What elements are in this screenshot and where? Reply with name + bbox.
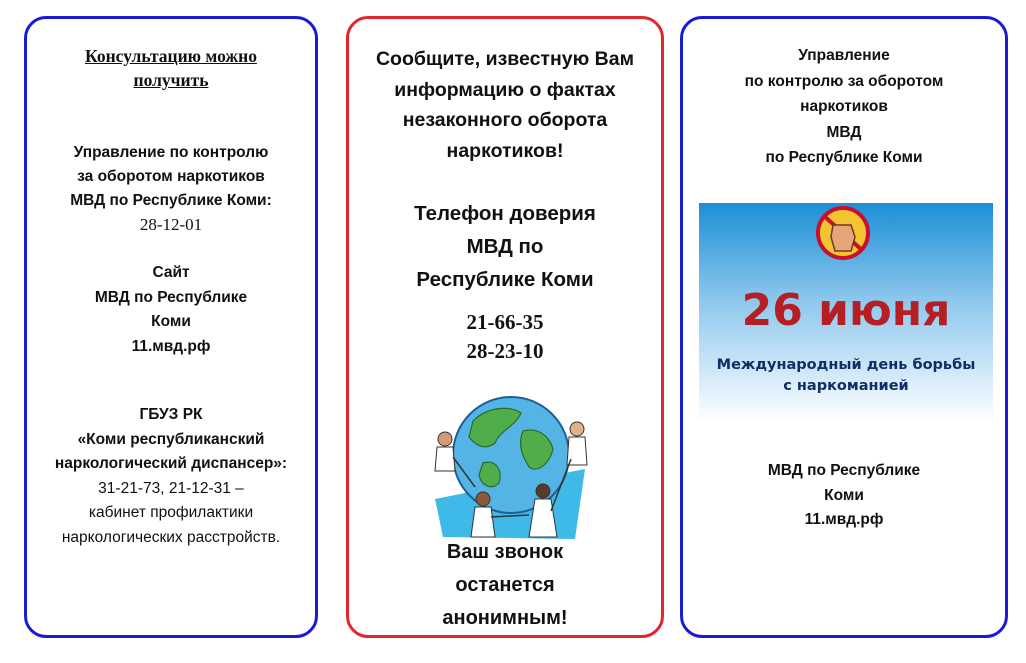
department-header: [683, 43, 1005, 171]
dispensary-block: [27, 403, 315, 550]
message-line: незаконного оборота: [402, 109, 608, 131]
anonymous-call-notice: [349, 536, 661, 635]
website-line: Сайт: [152, 264, 190, 281]
globe-children-illustration: [425, 387, 597, 547]
footer-contact: [683, 459, 1005, 533]
website-line: Коми: [151, 313, 191, 330]
message-line: Сообщите, известную Вам: [375, 48, 635, 70]
website-url: 11.мвд.рф: [131, 337, 211, 355]
banner-caption-line: Международный день борьбы: [716, 357, 976, 373]
hotline-line: Телефон доверия: [414, 202, 596, 225]
message-line: информацию о фактах: [394, 78, 616, 101]
contact-line: за оборотом наркотиков: [77, 168, 265, 185]
heading-line: Консультацию можно: [85, 46, 257, 66]
banner-caption-line: с наркоманией: [783, 378, 909, 394]
message-line: наркотиков!: [446, 139, 564, 162]
report-message: [349, 44, 661, 166]
dispensary-line: наркологических расстройств.: [61, 528, 281, 546]
website-line: МВД по Республике: [94, 288, 248, 306]
dispensary-line: наркологический диспансер»:: [54, 455, 288, 472]
dispensary-line: «Коми республиканский: [77, 430, 265, 448]
hotline-line: МВД по: [466, 235, 544, 258]
drug-control-contact: [27, 141, 315, 237]
contact-phone: 28-12-01: [139, 215, 203, 234]
header-line: Управление: [798, 47, 890, 64]
anti-drug-day-banner: [699, 203, 993, 423]
right-panel: [680, 16, 1008, 638]
hotline-title: [349, 197, 661, 296]
hotline-number: 21-66-35: [466, 310, 544, 334]
dispensary-line: кабинет профилактики: [88, 504, 254, 521]
footer-url: 11.мвд.рф: [804, 511, 884, 528]
header-line: МВД: [826, 123, 862, 141]
hotline-line: Республике Коми: [416, 268, 594, 291]
heading-line: получить: [133, 70, 209, 90]
header-line: наркотиков: [800, 98, 888, 115]
banner-date: 26 июня: [741, 285, 951, 336]
left-panel: [24, 16, 318, 638]
contact-line: Управление по контролю: [73, 144, 269, 161]
footer-line: Коми: [824, 486, 864, 504]
footer-line: МВД по Республике: [767, 462, 921, 479]
header-line: по контролю за оборотом: [744, 72, 944, 90]
anon-line: Ваш звонок: [446, 541, 564, 563]
consultation-heading: [27, 44, 315, 92]
dispensary-line: ГБУЗ РК: [139, 406, 203, 423]
contact-line: МВД по Республике Коми:: [70, 192, 272, 209]
dispensary-phones: 31-21-73, 21-12-31 –: [98, 479, 244, 497]
anon-line: анонимным!: [442, 607, 568, 629]
middle-panel: [346, 16, 664, 638]
anon-line: останется: [455, 574, 555, 596]
hotline-number: 28-23-10: [466, 339, 544, 363]
header-line: по Республике Коми: [765, 149, 923, 166]
hotline-numbers: [349, 308, 661, 366]
fist-emblem-icon: [818, 208, 868, 258]
website-block: [27, 261, 315, 359]
